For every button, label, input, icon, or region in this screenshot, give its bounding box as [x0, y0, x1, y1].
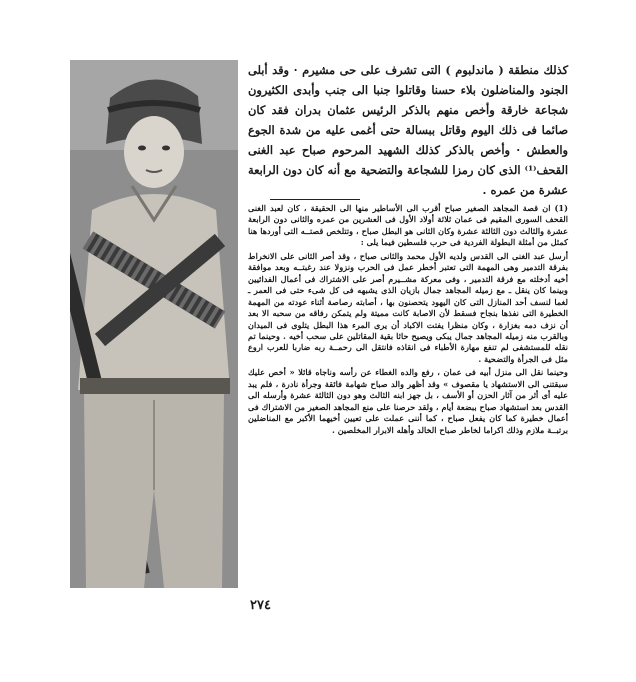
footnote-paragraph-2: أرسل عبد الغنى الى القدس ولديه الأول محمد والثانى صباح ، وقد أصر الثانى على الانخراط بفرقة التدمير وهى المهمة التى تعتبر أخطر عمل فى الحرب ونزولا عند رغبتــه وبعد موافقة أخيه أدخلته مع فرقة التدمير ، وفى معركة مشــيرم أصر على الاشتراك فى أعمال الفدائيين وبينما كان ينقل ـ مع زميله المجاهد جمال بازيان الذى يشبهه فى كل شىء حتى فى العمر ـ لغما لنسف أحد المنازل التى كان اليهود يتحصنون بها ، أصابته رصاصة أثناء عودته من المهمة الخطيرة التى نفذها بنجاح فسقط لأن الاصابة كانت مميتة ولم يتمكن رفاقه من سحبه الا بعد أن نزف دمه بغزارة ، وكان منظرا يفتت الاكباد أن يرى المرء هذا البطل يتلوى فى الميدان وبالقرب منه زميله المجاهد جمال يبكى ويصيح حاثا بقية المقاتلين على سحب أخيه . وحينما تم نقله للمستشفى لم تنفع مهارة الأطباء فى انقاذه فانتقل الى رحمــة ربه ضاربا للعرب اروع مثل فى الجرأة والتضحية .: [248, 250, 568, 364]
footnote-paragraph-3: وحينما نقل الى منزل أبيه فى عمان ، رفع والده الغطاء عن رأسه وناجاه قائلا « أخص عليك سبقتنى الى الاستشهاد يا مقصوف » وقد أظهر والد صباح شهامة فائقة وجرأة نادرة ، فلم يبد عليه أى أثر من آثار الحزن أو الأسف ، بل جهز ابنه الثالث وهو دون الثالثة عشرة وأرسله الى القدس بعد استشهاد صباح ببضعة أيام ، ولقد حرصنا على منع المجاهد الصغير من الاشتراك فى أعمال خطيرة كما كان يفعل صباح ، كما أننى عملت على تعيين أخيهما الأكبر مع المناضلين برتبــة ملازم وذلك اكراما لخاطر صباح الخالد وأهله الابرار المخلصين .: [248, 367, 568, 435]
footnotes-section: [248, 203, 568, 438]
main-paragraph: كذلك منطقة ( ماندلبوم ) التى تشرف على حى مشيرم · وقد أبلى الجنود والمناضلون بلاء حسنا وقاتلوا جنبا الى جنب وأبدى الكثيرون شجاعة خارقة وأخص منهم بالذكر الرئيس عثمان بدران فقد كان صائما فى ذلك اليوم وقاتل ببسالة حتى أغمى عليه من شدة الجوع والعطش · وأخص بالذكر كذلك الشهيد المرحوم صباح عبد الغنى القحف⁽¹⁾ الذى كان رمزا للشجاعة والتضحية مع أنه كان دون الرابعة عشرة من عمره .: [248, 63, 568, 197]
footnote-divider: [270, 199, 360, 200]
portrait-photo: [70, 60, 238, 588]
page-number: ٢٧٤: [250, 598, 271, 613]
footnote-paragraph-1: (1) ان قصة المجاهد الصغير صباح أقرب الى الأساطير منها الى الحقيقة ، كان لعبد الغنى القحف السورى المقيم فى عمان ثلاثة أولاد الأول فى العشرين من عمره والثانى دون الرابعة عشرة والثالث دون الثالثة عشرة وكان الثانى هو البطل صباح ، وتتلخص قصتــه التى أوردها هنا كمثل من أمثلة البطولة الفردية فى حرب فلسطين فيما يلى :: [248, 203, 568, 248]
boy-fighter-photo-illustration: [70, 60, 238, 588]
main-text-column: [248, 60, 568, 200]
